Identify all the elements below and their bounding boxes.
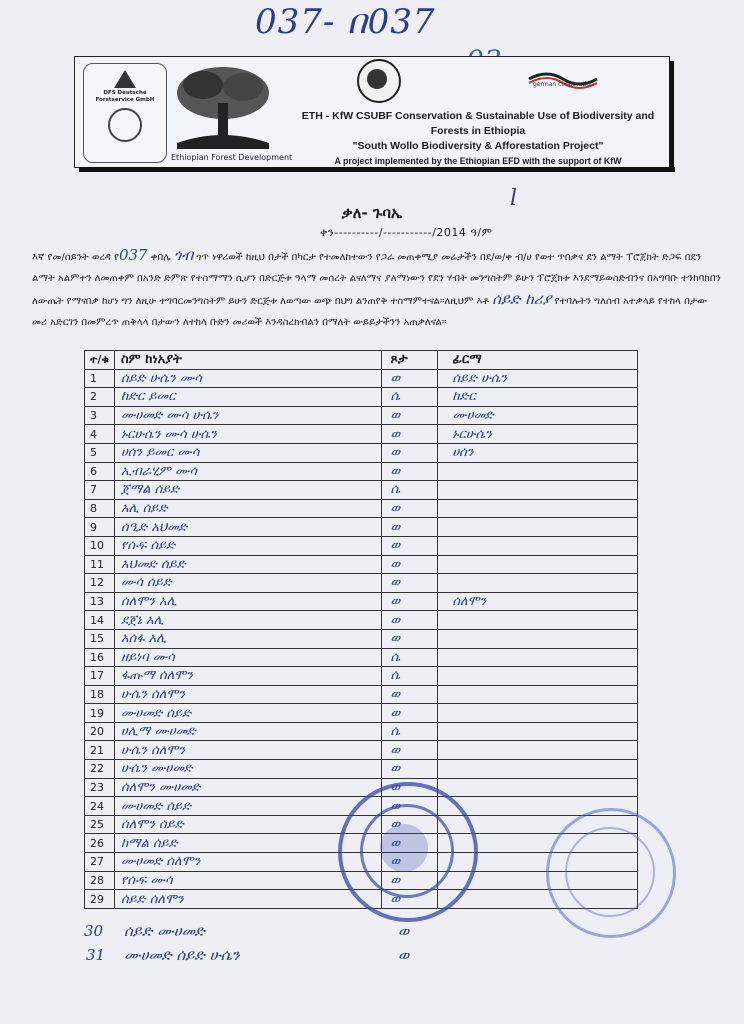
table-row — [85, 685, 638, 704]
row-number: 15 — [85, 629, 115, 648]
table-row — [85, 406, 638, 425]
row-signature — [438, 462, 638, 481]
row-sex: ወ — [382, 778, 438, 797]
extra-row-number: 30 — [84, 922, 104, 940]
row-sex: ሴ — [382, 481, 438, 500]
column-header-sex: ጾታ — [382, 351, 438, 370]
row-name: ሰለሞን ሙሀመድ — [114, 778, 382, 797]
row-signature — [438, 574, 638, 593]
row-name: የሱፍ ሰይድ — [114, 536, 382, 555]
row-number: 20 — [85, 722, 115, 741]
table-row — [85, 499, 638, 518]
row-name: ሁሴን ሰለሞን — [114, 685, 382, 704]
row-number: 18 — [85, 685, 115, 704]
row-name: ከድር ይመር — [114, 388, 382, 407]
row-signature: ሀሰን — [438, 443, 638, 462]
row-name: የሱፍ ሙሳ — [114, 871, 382, 890]
row-name: ሙሀመድ ሰለሞን — [114, 853, 382, 872]
table-header-row — [85, 351, 638, 370]
row-signature: ሰይድ ሁሴን — [438, 369, 638, 388]
table-row — [85, 629, 638, 648]
forest-development-caption: Ethiopian Forest Development — [171, 153, 293, 162]
tree-triangle-icon — [114, 70, 136, 88]
table-row — [85, 388, 638, 407]
row-sex: ወ — [382, 741, 438, 760]
row-sex: ወ — [382, 406, 438, 425]
extra-row-sex: ወ — [398, 946, 410, 964]
table-row — [85, 704, 638, 723]
row-number: 24 — [85, 797, 115, 816]
row-signature — [438, 518, 638, 537]
row-number: 21 — [85, 741, 115, 760]
extra-row-sex: ወ — [398, 922, 410, 940]
handwritten-kebele-name: ጎብ — [173, 246, 194, 264]
row-number: 13 — [85, 592, 115, 611]
row-signature — [438, 667, 638, 686]
table-row — [85, 760, 638, 779]
paragraph-text-2: ቀበሌ — [147, 252, 174, 263]
dfs-logo — [83, 63, 167, 163]
row-number: 10 — [85, 536, 115, 555]
row-name: ሀሰን ይመር ሙሳ — [114, 443, 382, 462]
row-number: 3 — [85, 406, 115, 425]
handwritten-page-mark: l — [510, 186, 518, 211]
row-name: ሰዒድ አህመድ — [114, 518, 382, 537]
project-implemented-by: A project implemented by the Ethiopian EFD with the support of KfW — [334, 156, 622, 166]
project-header — [74, 56, 670, 168]
row-number: 23 — [85, 778, 115, 797]
row-number: 27 — [85, 853, 115, 872]
row-signature — [438, 629, 638, 648]
official-stamp-icon — [338, 782, 478, 922]
row-signature — [438, 648, 638, 667]
row-sex: ወ — [382, 685, 438, 704]
row-sex: ወ — [382, 369, 438, 388]
row-name: አሊ ሰይድ — [114, 499, 382, 518]
row-name: ሙሀመድ ሰይድ — [114, 704, 382, 723]
row-sex: ወ — [382, 555, 438, 574]
extra-row-name: ሙሀመድ ሰይድ ሁሴን — [124, 946, 240, 964]
row-name: ሙሀመድ ሰይድ — [114, 797, 382, 816]
row-number: 6 — [85, 462, 115, 481]
row-sex: ወ — [382, 704, 438, 723]
row-sex: ወ — [382, 760, 438, 779]
row-number: 2 — [85, 388, 115, 407]
dfs-logo-text: DFS Deutsche Forstservice GmbH — [95, 90, 155, 103]
row-signature — [438, 704, 638, 723]
table-row — [85, 648, 638, 667]
row-name: ጀማል ሰይድ — [114, 481, 382, 500]
row-name: ፋጡማ ሰለሞን — [114, 667, 382, 686]
row-name: ሙሳ ሰይድ — [114, 574, 382, 593]
row-sex: ሴ — [382, 667, 438, 686]
row-sex: ወ — [382, 834, 438, 853]
row-name: ሰለሞን ሰይድ — [114, 815, 382, 834]
row-number: 1 — [85, 369, 115, 388]
row-sex: ወ — [382, 443, 438, 462]
handwritten-kebele-number: 037 — [118, 246, 148, 264]
row-number: 8 — [85, 499, 115, 518]
row-signature — [438, 536, 638, 555]
row-number: 4 — [85, 425, 115, 444]
row-sex: ወ — [382, 425, 438, 444]
row-name: ሰይድ ሁሴን ሙሳ — [114, 369, 382, 388]
table-row — [85, 536, 638, 555]
row-sex: ሴ — [382, 722, 438, 741]
row-name: ከማል ሰይድ — [114, 834, 382, 853]
row-name: ኢብራሂም ሙሳ — [114, 462, 382, 481]
row-sex: ወ — [382, 871, 438, 890]
column-header-number: ተ/ቁ — [85, 351, 115, 370]
table-row — [85, 592, 638, 611]
row-sex: ወ — [382, 815, 438, 834]
header-title-block — [293, 109, 663, 169]
stamp-core — [380, 824, 428, 872]
row-name: ደጀኔ አሊ — [114, 611, 382, 630]
row-number: 19 — [85, 704, 115, 723]
row-number: 7 — [85, 481, 115, 500]
row-number: 9 — [85, 518, 115, 537]
row-signature — [438, 741, 638, 760]
row-number: 11 — [85, 555, 115, 574]
table-row — [85, 555, 638, 574]
row-number: 14 — [85, 611, 115, 630]
row-signature — [438, 555, 638, 574]
row-number: 28 — [85, 871, 115, 890]
column-header-signature: ፊርማ — [438, 351, 638, 370]
row-name: አሰፋ አሊ — [114, 629, 382, 648]
table-row — [85, 741, 638, 760]
project-subtitle: "South Wollo Biodiversity & Afforestation Project" — [352, 140, 604, 152]
agreement-paragraph — [32, 245, 722, 333]
emblem-center — [367, 69, 387, 89]
row-name: ሀሊማ ሙሀመድ — [114, 722, 382, 741]
row-sex: ወ — [382, 797, 438, 816]
row-signature — [438, 499, 638, 518]
row-number: 12 — [85, 574, 115, 593]
faded-stamp-inner-ring — [565, 827, 655, 917]
row-signature — [438, 685, 638, 704]
row-signature: ሰለሞን — [438, 592, 638, 611]
tree-circle-icon — [108, 108, 142, 142]
table-row — [85, 462, 638, 481]
row-name: ሙሀመድ ሙሳ ሁሴን — [114, 406, 382, 425]
row-name: ሁሴን ሙሀመድ — [114, 760, 382, 779]
table-row — [85, 611, 638, 630]
document-title: ቃለ- ጉባኤ — [341, 204, 403, 222]
table-row — [85, 369, 638, 388]
row-name: ሰለሞን አሊ — [114, 592, 382, 611]
row-sex: ሴ — [382, 388, 438, 407]
extra-row-name: ሰይድ ሙሀመድ — [124, 922, 205, 940]
column-header-name: ስም ከነአያት — [114, 351, 382, 370]
row-number: 26 — [85, 834, 115, 853]
table-row — [85, 778, 638, 797]
row-number: 5 — [85, 443, 115, 462]
row-name: ዘይነባ ሙሳ — [114, 648, 382, 667]
row-name: ሁሴን ሰለሞን — [114, 741, 382, 760]
handwritten-representative-name: ሰይድ ከሪያ — [492, 290, 552, 308]
ethiopia-emblem-icon — [357, 59, 401, 103]
paragraph-text-1: እኛ የመ/ሰይንት ወረዳ የ — [32, 252, 119, 263]
row-sex: ወ — [382, 574, 438, 593]
table-row — [85, 722, 638, 741]
row-signature — [438, 481, 638, 500]
table-row — [85, 443, 638, 462]
row-number: 17 — [85, 667, 115, 686]
row-signature — [438, 611, 638, 630]
row-sex: ወ — [382, 592, 438, 611]
row-name: ኑርሁሴን ሙሳ ሁሴን — [114, 425, 382, 444]
row-sex: ወ — [382, 536, 438, 555]
row-number: 22 — [85, 760, 115, 779]
row-number: 25 — [85, 815, 115, 834]
paragraph-text-4: የተባሉትን ግለሰብ አተቃላይ የተከላ በታው መሪ አድርገን በመምረጥ ጠቅላላ በታውን ለተከላ ቡድን መሪወች እንዳስረክብልን በማለት ውይይታችንን አጠቃለናል። — [32, 296, 707, 328]
row-number: 16 — [85, 648, 115, 667]
row-sex: ሴ — [382, 648, 438, 667]
table-row — [85, 481, 638, 500]
table-row — [85, 667, 638, 686]
table-row — [85, 574, 638, 593]
project-title: ETH - KfW CSUBF Conservation & Sustainable Use of Biodiversity and Forests in Ethiopia — [301, 110, 655, 137]
tree-logo-icon — [173, 63, 273, 149]
row-signature — [438, 760, 638, 779]
row-signature: ኑርሁሴን — [438, 425, 638, 444]
row-number: 29 — [85, 890, 115, 909]
handwritten-reference-number: 037- በ037 — [255, 2, 436, 42]
row-signature — [438, 778, 638, 797]
table-row — [85, 425, 638, 444]
row-signature — [438, 722, 638, 741]
row-signature: ሙሀመድ — [438, 406, 638, 425]
row-sex: ወ — [382, 629, 438, 648]
row-sex: ወ — [382, 499, 438, 518]
table-row — [85, 518, 638, 537]
paragraph-text-3: ጎጥ ነዋሪወች ከዚህ በታች በካርታ የተመለከተውን የጋራ መጠቀሚያ መሬታችን በደ/ወ/ቀ ብ/ሀ የወተ ጥበቃና ደን ልማት ፐሮጀክት ድጋፍ በደን ልማት አልምተን ለመጠቀም በአንድ ድምጽ የተስማማን ሲሆን በድርጅቱ ዓላማ መሰረት ልናለማና ያለማነውን የደን ሃብት መንግስትም ይሁን ፕሮጀክቱ እንደማይወስድብንና በአግባቡ ተንከባክበን ለውጤት የማናበቃ ከሆነ ግን ለዚሁ ተግባርመንግስትም ይሁን ድርጅቱ ለወጣው ወጭ በህግ ልንጠየቅ ተስማምተናል።ለዚህም እቶ — [32, 252, 721, 307]
extra-row-number: 31 — [86, 946, 106, 964]
row-sex: ወ — [382, 890, 438, 909]
row-name: ሰይድ ሰለሞን — [114, 890, 382, 909]
header-shadow-right — [669, 61, 674, 169]
faded-stamp-icon — [546, 808, 676, 938]
row-sex: ወ — [382, 853, 438, 872]
row-name: አህመድ ሰይድ — [114, 555, 382, 574]
row-signature: ከድር — [438, 388, 638, 407]
date-line: ቀን----------/-----------/2014 ዓ/ም — [320, 226, 493, 239]
row-sex: ወ — [382, 462, 438, 481]
row-sex: ወ — [382, 611, 438, 630]
row-sex: ወ — [382, 518, 438, 537]
german-cooperation-text: german cooperation — [533, 81, 594, 88]
